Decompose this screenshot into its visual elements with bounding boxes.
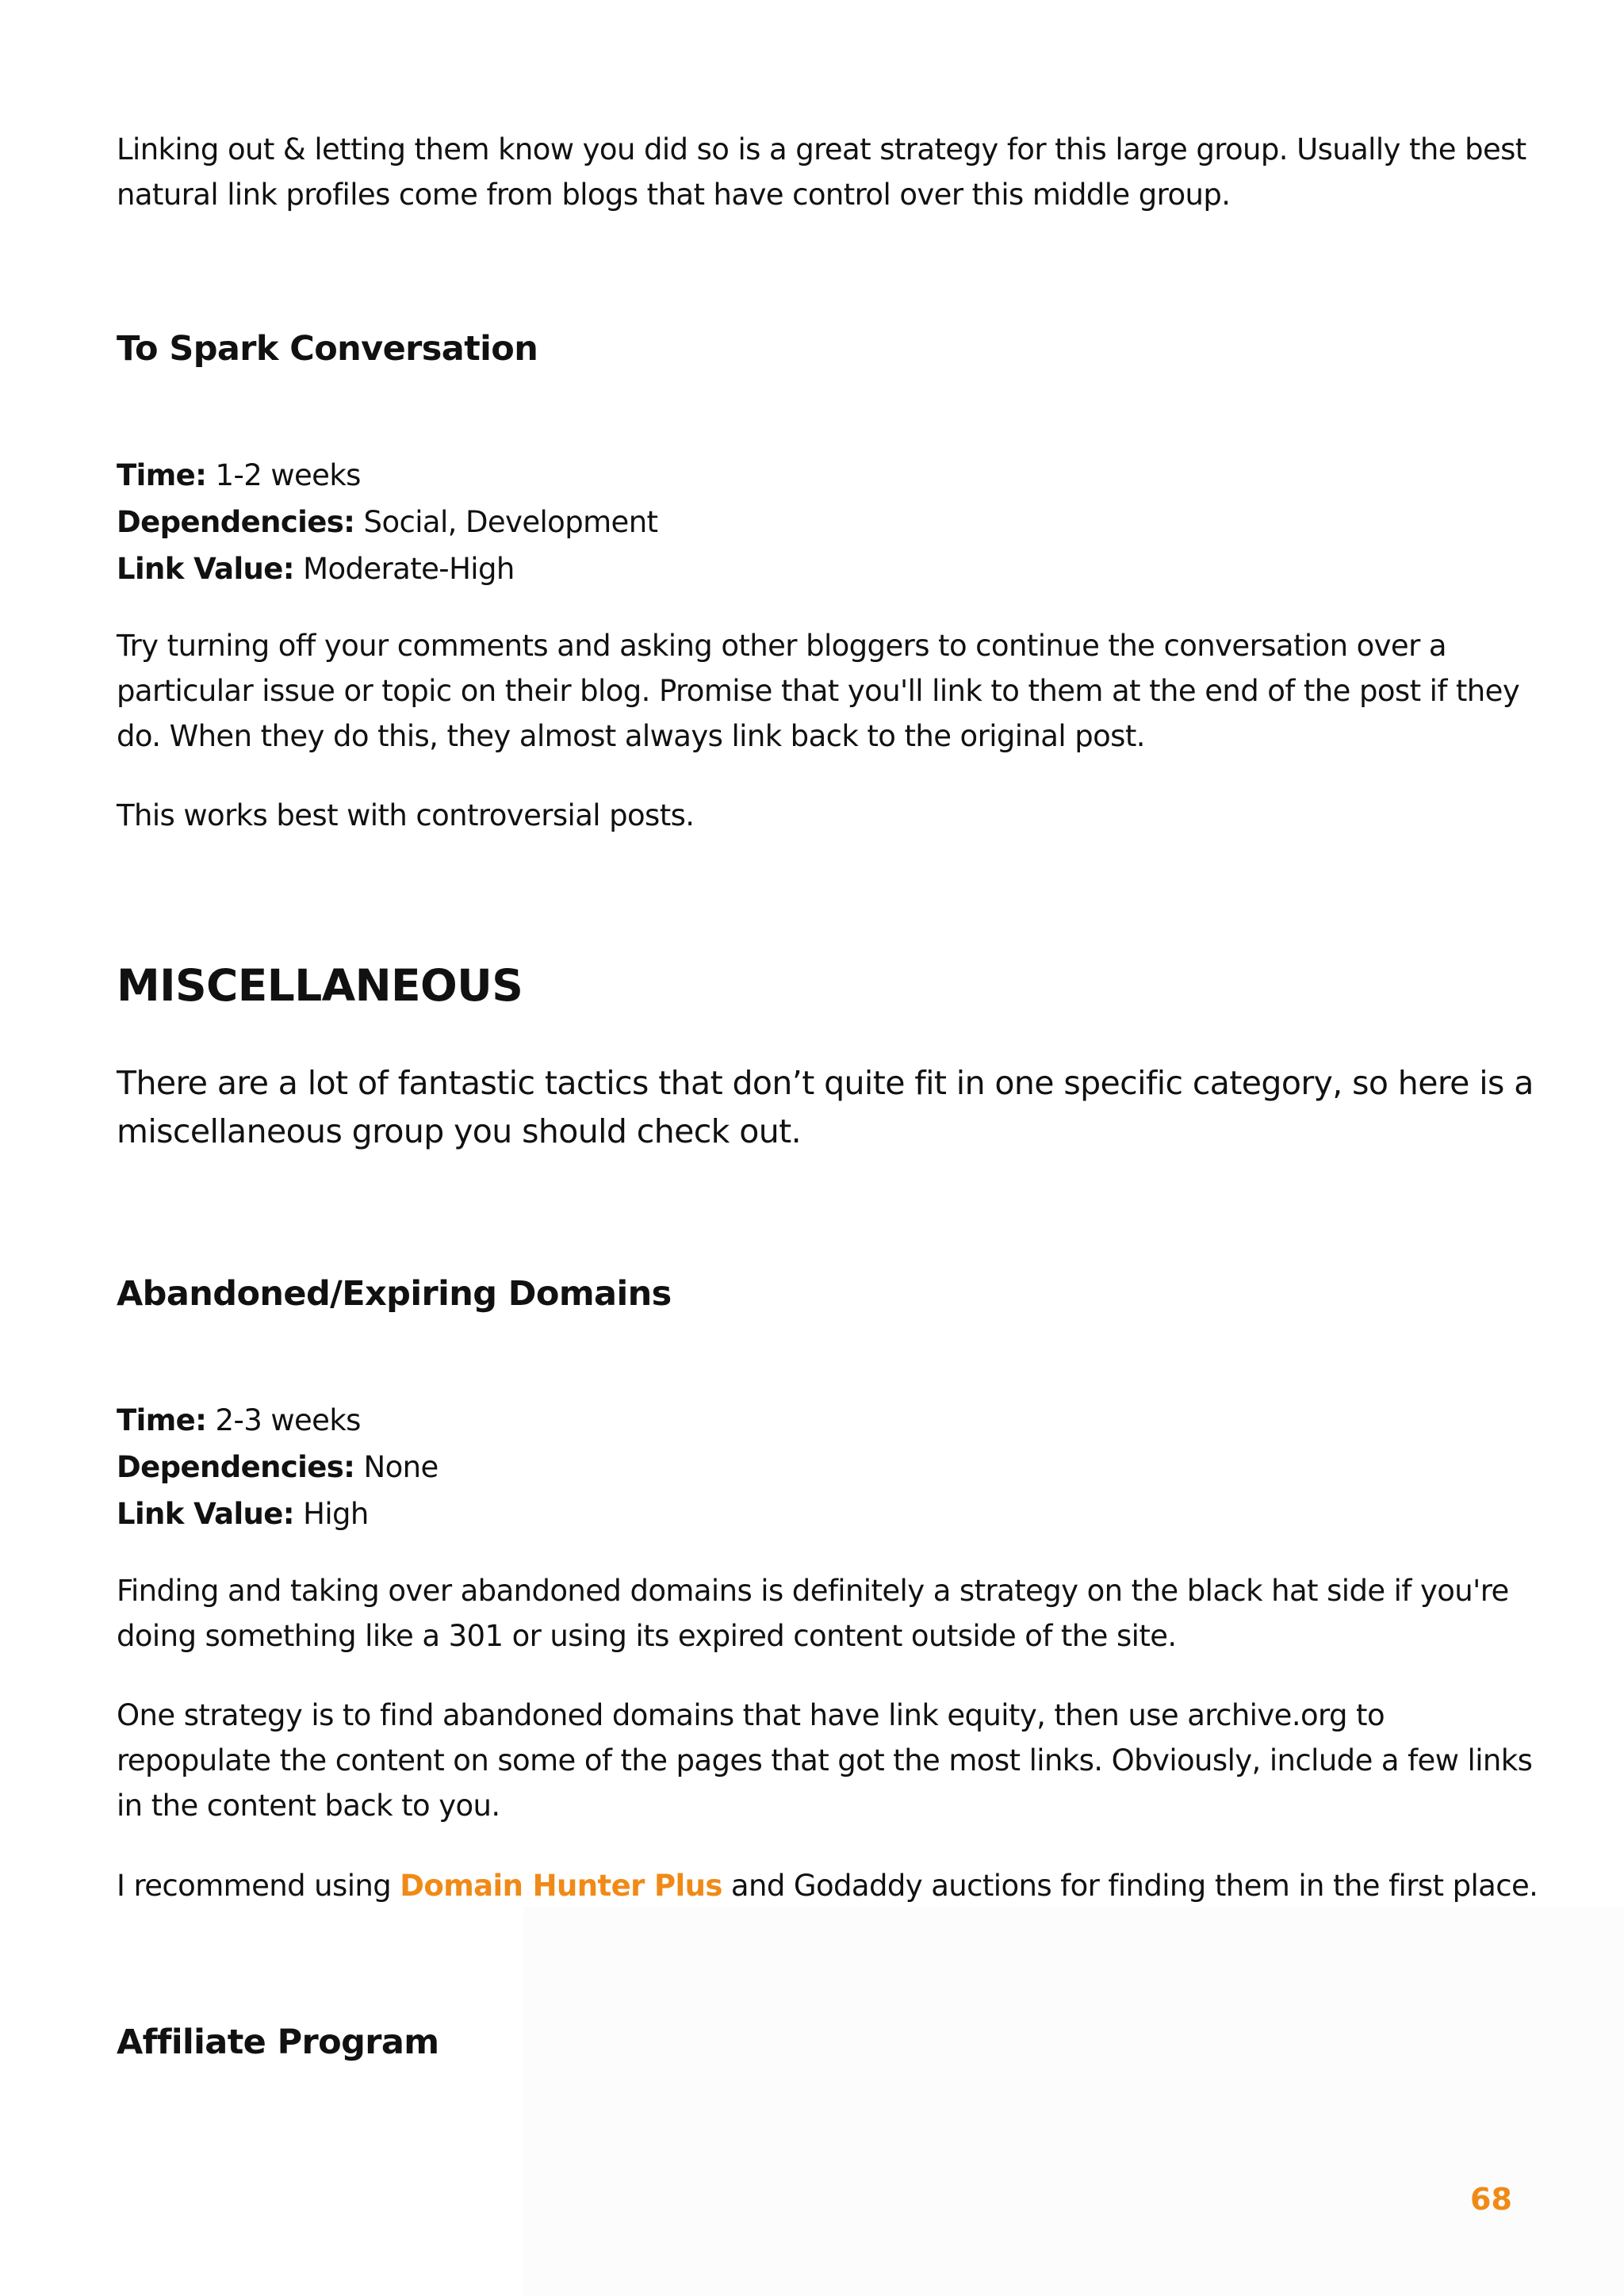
lead-line: miscellaneous group you should check out. bbox=[117, 1112, 802, 1150]
intro-line: natural link profiles come from blogs that have control over this middle group. bbox=[117, 178, 1231, 212]
domains-metadata bbox=[117, 1397, 439, 1537]
dependencies-label: Dependencies: bbox=[117, 1450, 355, 1484]
domains-paragraph-line: repopulate the content on some of the pages that got the most links. Obviously, include a few links bbox=[117, 1743, 1533, 1777]
dependencies-value: Social, Development bbox=[354, 505, 658, 539]
section-heading-affiliate-program: Affiliate Program bbox=[117, 2022, 439, 2062]
time-value: 1-2 weeks bbox=[206, 458, 361, 492]
spark-paragraph-2: This works best with controversial posts. bbox=[117, 798, 695, 832]
link-value-label: Link Value: bbox=[117, 1497, 294, 1531]
dependencies-value: None bbox=[354, 1450, 439, 1484]
spark-paragraph-1 bbox=[117, 623, 1519, 759]
domains-paragraph-2 bbox=[117, 1693, 1532, 1828]
link-value-row bbox=[117, 1490, 439, 1537]
domains-paragraph-line: doing something like a 301 or using its expired content outside of the site. bbox=[117, 1619, 1177, 1653]
domains-paragraph-line: in the content back to you. bbox=[117, 1789, 500, 1823]
link-value-value: High bbox=[293, 1497, 369, 1531]
time-row bbox=[117, 1397, 439, 1444]
time-label: Time: bbox=[117, 1403, 207, 1437]
link-value-label: Link Value: bbox=[117, 552, 294, 586]
link-value-value: Moderate-High bbox=[293, 552, 515, 586]
miscellaneous-lead-paragraph bbox=[117, 1059, 1534, 1156]
dependencies-label: Dependencies: bbox=[117, 505, 355, 539]
page-corner-shade bbox=[523, 1906, 1624, 2296]
domains-paragraph-1 bbox=[117, 1568, 1509, 1659]
domains-paragraph-3 bbox=[117, 1863, 1538, 1908]
recommendation-text-end: and Godaddy auctions for finding them in the first place. bbox=[722, 1869, 1538, 1903]
section-heading-miscellaneous: MISCELLANEOUS bbox=[117, 960, 523, 1011]
spark-paragraph-line: particular issue or topic on their blog. Promise that you'll link to them at the end of the post if they bbox=[117, 674, 1520, 708]
domains-paragraph-line: Finding and taking over abandoned domains is definitely a strategy on the black hat side if you're bbox=[117, 1574, 1509, 1608]
intro-line: Linking out & letting them know you did so is a great strategy for this large group. Usually the best bbox=[117, 132, 1526, 166]
spark-paragraph-line: do. When they do this, they almost always link back to the original post. bbox=[117, 719, 1145, 753]
time-value: 2-3 weeks bbox=[206, 1403, 361, 1437]
page-number: 68 bbox=[1470, 2182, 1512, 2217]
domain-hunter-plus-link[interactable]: Domain Hunter Plus bbox=[400, 1869, 722, 1903]
domains-paragraph-line: One strategy is to find abandoned domains that have link equity, then use archive.org to bbox=[117, 1698, 1385, 1732]
spark-metadata bbox=[117, 452, 657, 592]
recommendation-text: I recommend using bbox=[117, 1869, 400, 1903]
dependencies-row bbox=[117, 499, 657, 545]
section-heading-abandoned-domains: Abandoned/Expiring Domains bbox=[117, 1274, 672, 1314]
link-value-row bbox=[117, 545, 657, 592]
intro-paragraph bbox=[117, 127, 1526, 217]
time-label: Time: bbox=[117, 458, 207, 492]
lead-line: There are a lot of fantastic tactics that don’t quite fit in one specific category, so here is a bbox=[117, 1064, 1534, 1102]
dependencies-row bbox=[117, 1444, 439, 1490]
spark-paragraph-line: Try turning off your comments and asking other bloggers to continue the conversation over a bbox=[117, 629, 1446, 663]
section-heading-spark: To Spark Conversation bbox=[117, 329, 538, 369]
time-row bbox=[117, 452, 657, 499]
